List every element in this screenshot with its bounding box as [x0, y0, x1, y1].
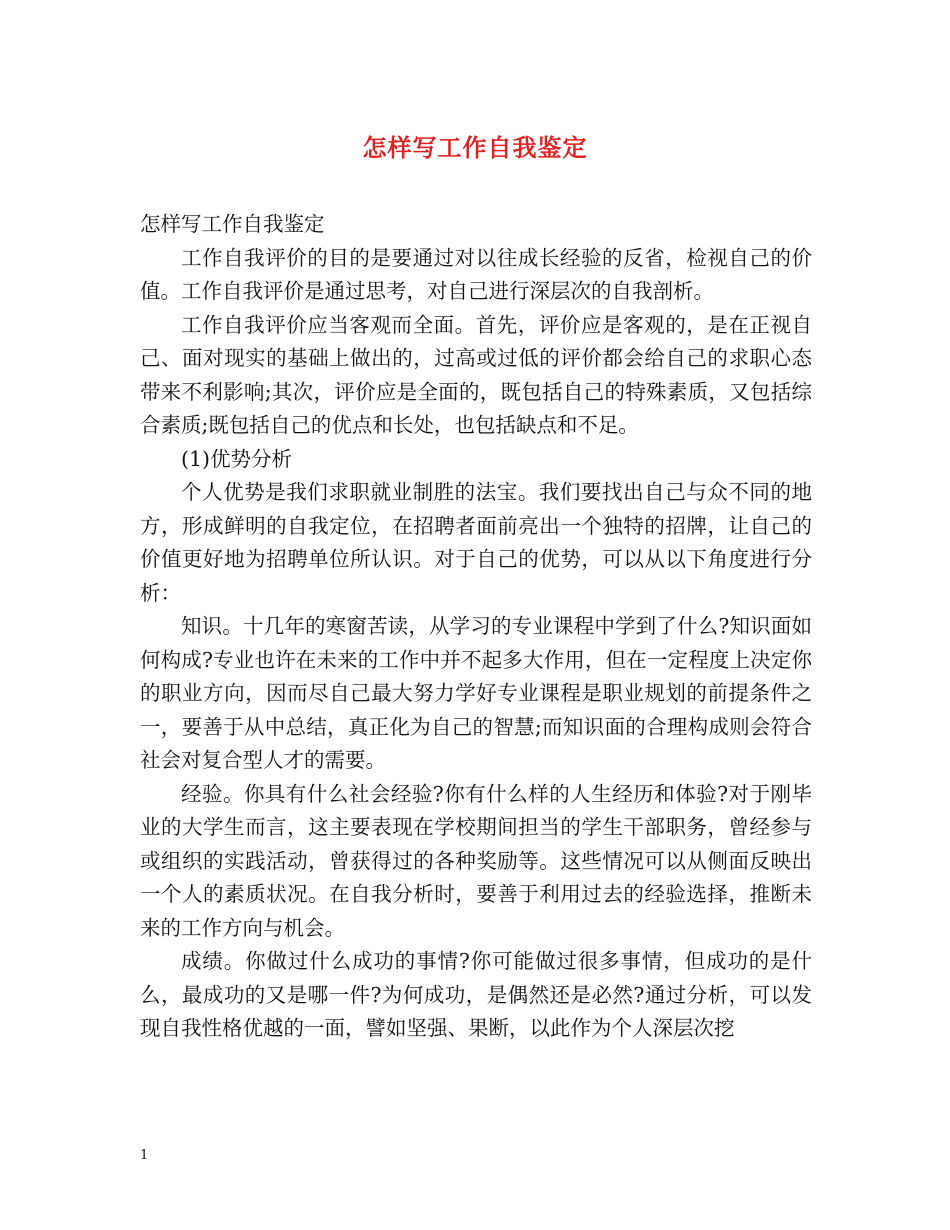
paragraph-achievements: 成绩。你做过什么成功的事情?你可能做过很多事情，但成功的是什么，最成功的又是哪一件?为何成功，是偶然还是必然?通过分析，可以发现自我性格优越的一面，譬如坚强、果断，以此作为个人深层次挖: [140, 949, 812, 1040]
document-subtitle: 怎样写工作自我鉴定: [140, 212, 325, 236]
paragraph-knowledge: 知识。十几年的寒窗苦读，从学习的专业课程中学到了什么?知识面如何构成?专业也许在未来的工作中并不起多大作用，但在一定程度上决定你的职业方向，因而尽自己最大努力学好专业课程是职业规划的前提条件之一，要善于从中总结，真正化为自己的智慧;而知识面的合理构成则会符合社会对复合型人才的需要。: [140, 614, 812, 772]
document-title: 怎样写工作自我鉴定: [362, 133, 588, 162]
section-heading-strengths: (1)优势分析: [181, 446, 293, 471]
document-body: [140, 208, 812, 1046]
paragraph-experience: 经验。你具有什么社会经验?你有什么样的人生经历和体验?对于刚毕业的大学生而言，这主要表现在学校期间担当的学生干部职务，曾经参与或组织的实践活动，曾获得过的各种奖励等。这些情况可以从侧面反映出一个人的素质状况。在自我分析时，要善于利用过去的经验选择，推断未来的工作方向与机会。: [140, 781, 812, 940]
paragraph-strengths-intro: 个人优势是我们求职就业制胜的法宝。我们要找出自己与众不同的地方，形成鲜明的自我定位，在招聘者面前亮出一个独特的招牌，让自己的价值更好地为招聘单位所认识。对于自己的优势，可以从以下角度进行分析：: [140, 480, 812, 605]
paragraph-objectivity: 工作自我评价应当客观而全面。首先，评价应是客观的，是在正视自己、面对现实的基础上做出的，过高或过低的评价都会给自己的求职心态带来不利影响;其次，评价应是全面的，既包括自己的特殊素质，又包括综合素质;既包括自己的优点和长处，也包括缺点和不足。: [140, 312, 812, 437]
paragraph-purpose: 工作自我评价的目的是要通过对以往成长经验的反省，检视自己的价值。工作自我评价是通过思考，对自己进行深层次的自我剖析。: [140, 245, 812, 303]
page-number: 1: [140, 1148, 149, 1163]
